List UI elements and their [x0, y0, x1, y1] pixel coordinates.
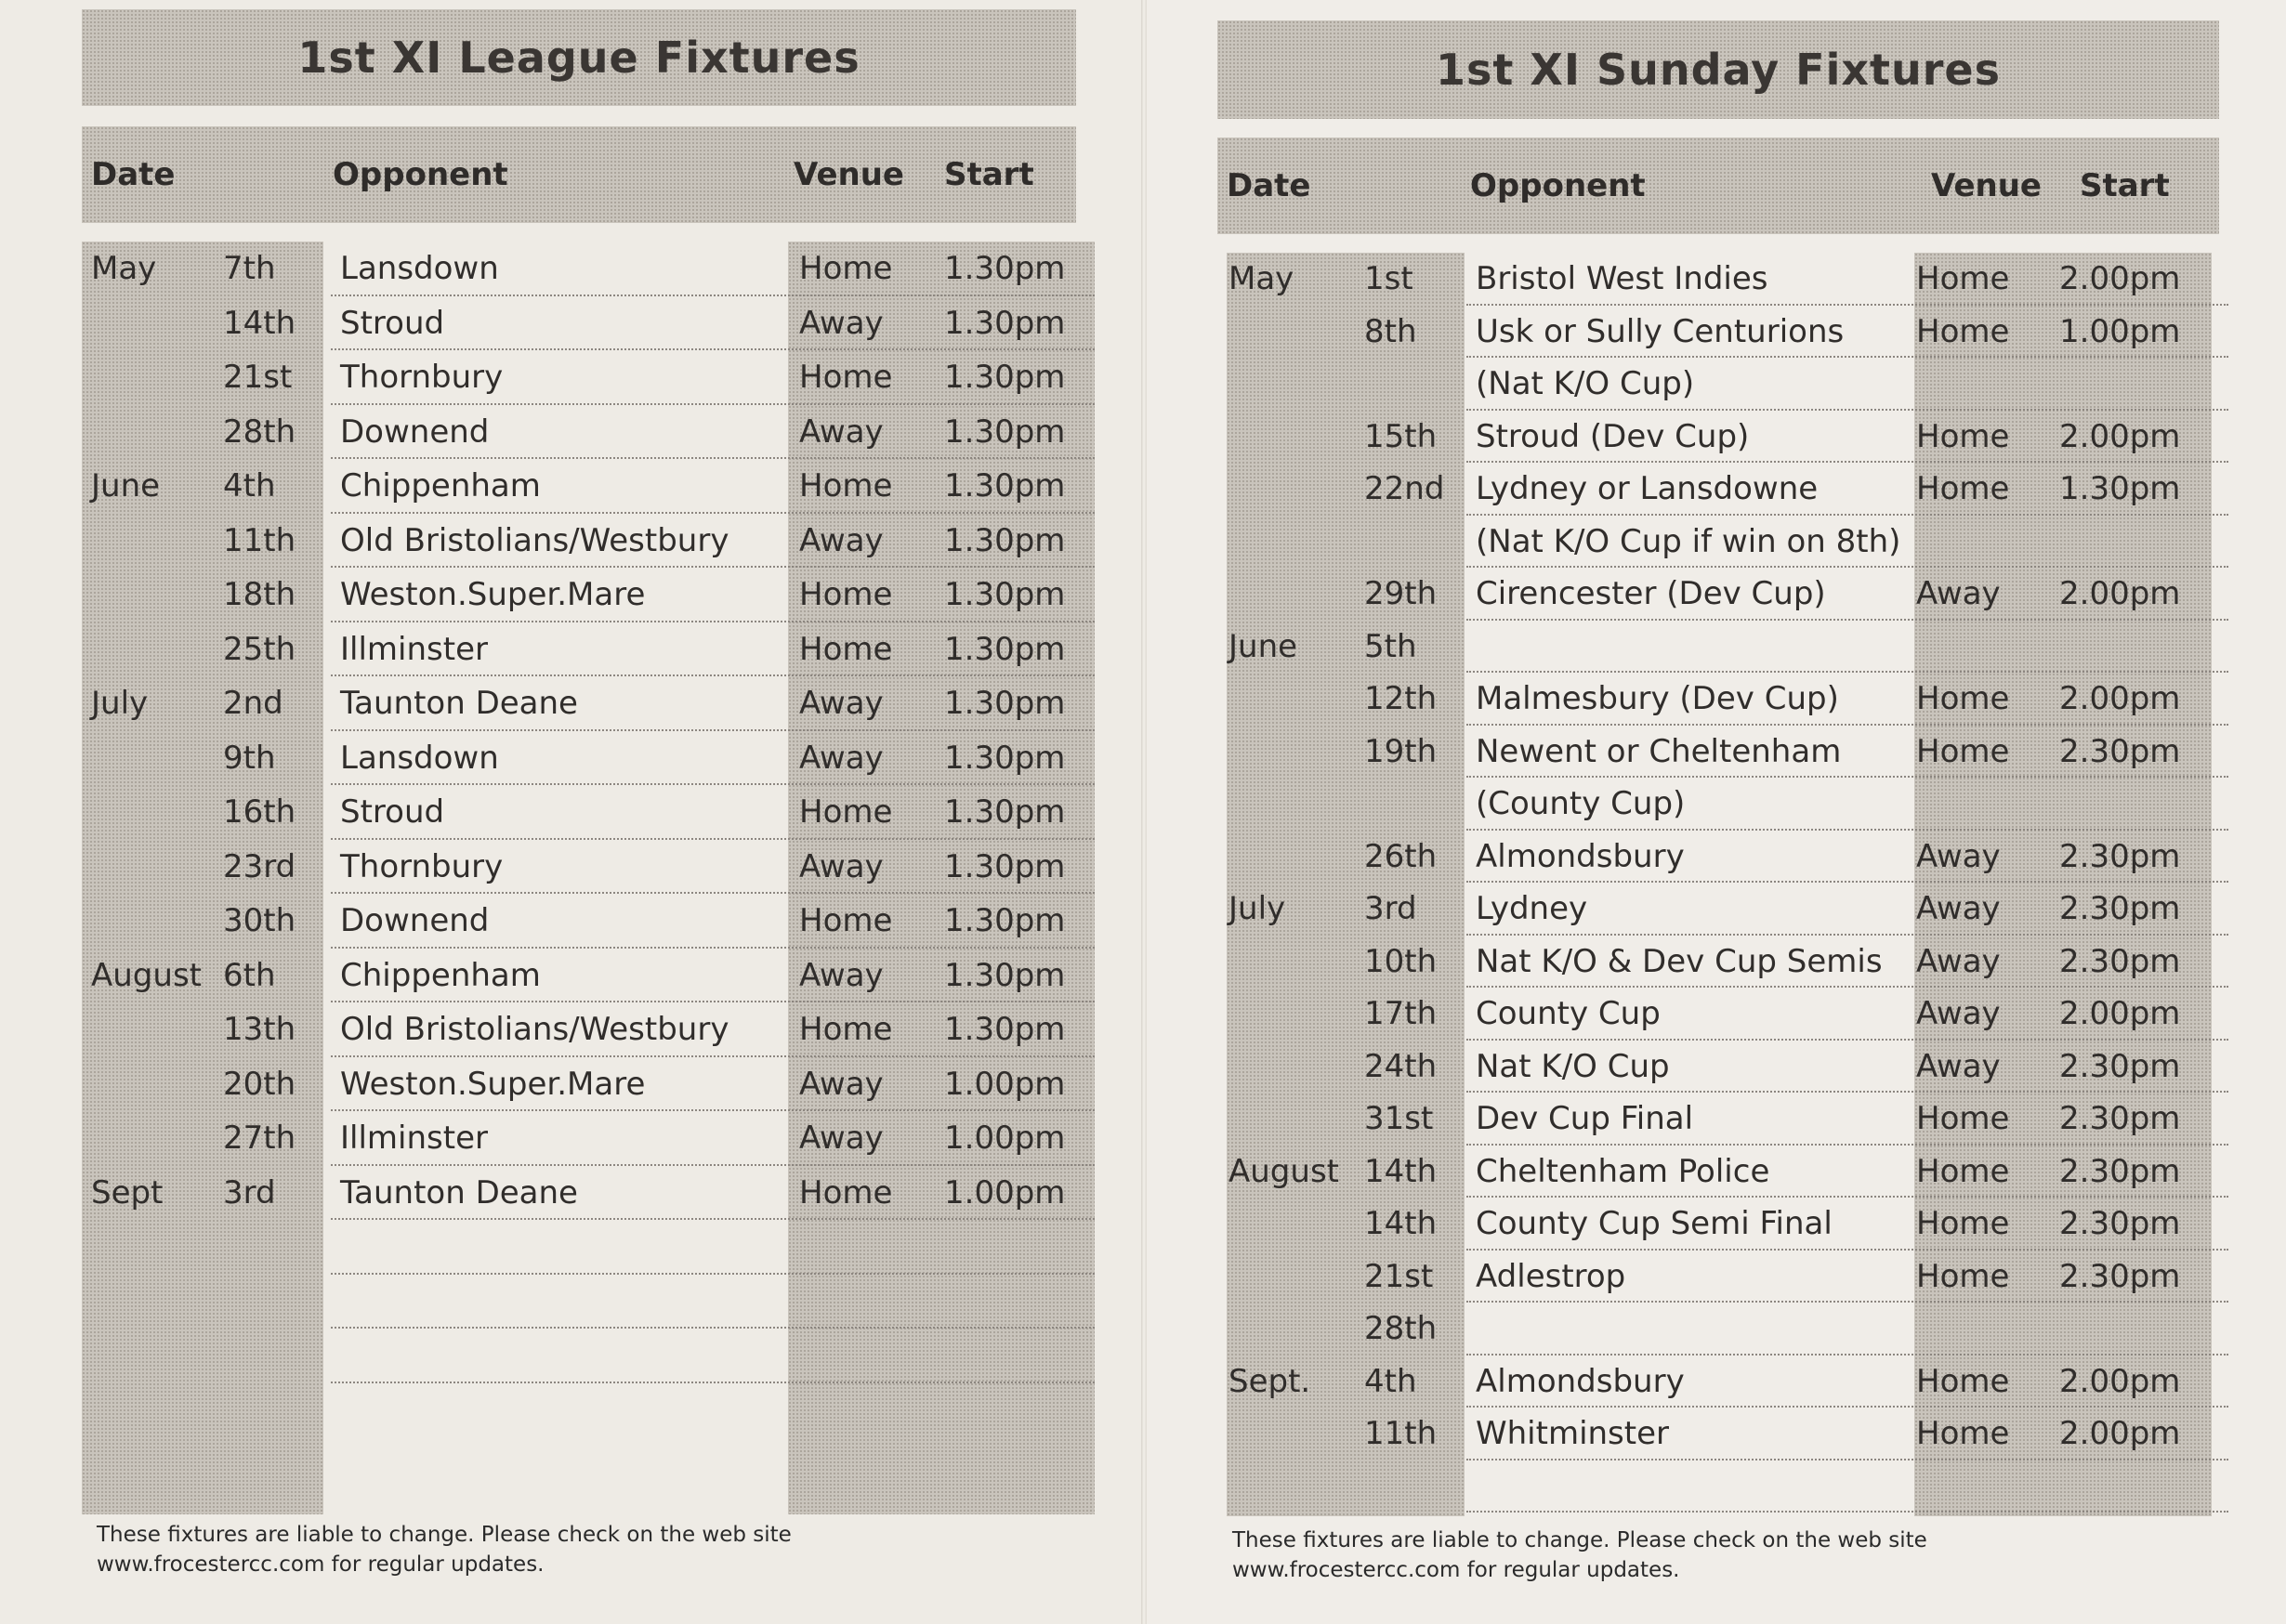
cell-opponent: Old Bristolians/Westbury	[340, 1011, 729, 1049]
cell-day: 14th	[1364, 1205, 1438, 1243]
cell-opponent: Weston.Super.Mare	[340, 576, 646, 614]
cell-month: June	[91, 467, 161, 505]
table-row	[82, 242, 1095, 296]
cell-opponent: Illminster	[340, 1120, 488, 1158]
cell-venue: Away	[1916, 837, 2001, 875]
cell-venue: Home	[799, 467, 893, 505]
table-row	[82, 894, 1095, 949]
cell-venue: Home	[1916, 1362, 2010, 1400]
cell-day: 12th	[1364, 680, 1438, 718]
cell-start: 2.00pm	[2059, 575, 2181, 613]
table-row	[82, 1166, 1095, 1221]
table-row	[82, 840, 1095, 895]
league-title-text: 1st XI League Fixtures	[297, 33, 861, 83]
header-date: Date	[1227, 167, 1311, 204]
league-fixtures-table	[82, 242, 1095, 1514]
cell-month: May	[1228, 260, 1294, 298]
cell-start: 1.30pm	[944, 521, 1066, 559]
cell-opponent: Newent or Cheltenham	[1476, 732, 1842, 770]
table-row	[82, 459, 1095, 514]
cell-day: 20th	[223, 1065, 296, 1103]
cell-opponent: Weston.Super.Mare	[340, 1065, 646, 1103]
cell-opponent: Chippenham	[340, 956, 541, 994]
cell-opponent: Bristol West Indies	[1476, 260, 1768, 298]
cell-start: 2.00pm	[2059, 417, 2181, 455]
table-row	[1227, 1093, 2228, 1146]
table-row	[1227, 1408, 2228, 1460]
cell-venue: Home	[799, 902, 893, 940]
table-row	[82, 622, 1095, 677]
cell-opponent: County Cup Semi Final	[1476, 1205, 1833, 1243]
cell-opponent: Old Bristolians/Westbury	[340, 521, 729, 559]
cell-day: 28th	[1364, 1310, 1438, 1348]
cell-opponent: Nat K/O & Dev Cup Semis	[1476, 942, 1883, 980]
cell-opponent: Downend	[340, 902, 490, 940]
sunday-header-row	[1217, 138, 2219, 234]
header-date: Date	[91, 156, 176, 193]
table-row	[1227, 673, 2228, 726]
footnote-line-2: www.frocestercc.com for regular updates.	[97, 1552, 545, 1577]
cell-start: 1.00pm	[944, 1065, 1066, 1103]
cell-day: 30th	[223, 902, 296, 940]
cell-month: June	[1228, 627, 1298, 665]
cell-start: 1.30pm	[944, 739, 1066, 777]
cell-start: 1.00pm	[2059, 312, 2181, 350]
table-row	[1227, 621, 2228, 674]
cell-start: 2.00pm	[2059, 1362, 2181, 1400]
cell-start: 1.30pm	[944, 902, 1066, 940]
cell-day: 21st	[1364, 1257, 1434, 1295]
sunday-title-text: 1st XI Sunday Fixtures	[1435, 45, 2002, 95]
cell-start: 1.00pm	[944, 1120, 1066, 1158]
table-row	[1227, 568, 2228, 621]
cell-day: 11th	[1364, 1415, 1438, 1453]
header-start: Start	[2080, 167, 2170, 204]
table-row	[82, 949, 1095, 1003]
table-row	[1227, 1146, 2228, 1198]
table-row	[1227, 988, 2228, 1041]
header-venue: Venue	[1931, 167, 2042, 204]
cell-venue: Away	[799, 739, 884, 777]
sunday-footnote	[1232, 1526, 1927, 1585]
table-row	[82, 514, 1095, 569]
cell-opponent: Nat K/O Cup	[1476, 1047, 1670, 1085]
cell-venue: Away	[1916, 890, 2001, 928]
cell-opponent: (Nat K/O Cup if win on 8th)	[1476, 522, 1901, 560]
cell-day: 31st	[1364, 1100, 1434, 1138]
cell-start: 1.30pm	[944, 793, 1066, 832]
cell-day: 10th	[1364, 942, 1438, 980]
table-row	[82, 350, 1095, 405]
cell-day: 6th	[223, 956, 276, 994]
cell-day: 14th	[223, 304, 296, 342]
table-row	[1227, 726, 2228, 779]
cell-venue: Home	[799, 250, 893, 288]
table-row	[1227, 1041, 2228, 1094]
cell-day: 27th	[223, 1120, 296, 1158]
table-row	[1227, 306, 2228, 359]
cell-month: August	[91, 956, 202, 994]
cell-venue: Away	[799, 304, 884, 342]
table-row	[1227, 516, 2228, 569]
cell-day: 3rd	[1364, 890, 1417, 928]
cell-venue: Away	[799, 1065, 884, 1103]
table-row	[82, 405, 1095, 460]
cell-venue: Away	[799, 847, 884, 885]
cell-day: 3rd	[223, 1173, 276, 1211]
cell-day: 28th	[223, 413, 296, 451]
booklet-spine	[1141, 0, 1147, 1624]
footnote-line-1: These fixtures are liable to change. Please check on the web site	[1232, 1528, 1927, 1552]
cell-start: 2.00pm	[2059, 260, 2181, 298]
sunday-title	[1217, 20, 2219, 119]
cell-start: 2.30pm	[2059, 1205, 2181, 1243]
cell-day: 25th	[223, 630, 296, 668]
cell-opponent: County Cup	[1476, 995, 1661, 1033]
cell-start: 1.00pm	[944, 1173, 1066, 1211]
cell-day: 9th	[223, 739, 276, 777]
cell-start: 1.30pm	[944, 630, 1066, 668]
table-row	[1227, 936, 2228, 989]
cell-opponent: Almondsbury	[1476, 1362, 1685, 1400]
cell-start: 2.30pm	[2059, 1047, 2181, 1085]
table-row	[82, 785, 1095, 840]
cell-opponent: Malmesbury (Dev Cup)	[1476, 680, 1839, 718]
cell-day: 1st	[1364, 260, 1413, 298]
cell-venue: Home	[1916, 1257, 2010, 1295]
cell-day: 11th	[223, 521, 296, 559]
league-title	[82, 9, 1076, 106]
table-row	[1227, 253, 2228, 306]
cell-month: July	[91, 685, 149, 723]
footnote-line-1: These fixtures are liable to change. Please check on the web site	[97, 1523, 792, 1547]
cell-opponent: Stroud	[340, 304, 445, 342]
cell-day: 23rd	[223, 847, 296, 885]
cell-opponent: (Nat K/O Cup)	[1476, 365, 1695, 403]
cell-venue: Home	[799, 1173, 893, 1211]
league-header-row	[82, 126, 1076, 223]
table-row	[1227, 778, 2228, 831]
cell-opponent: Downend	[340, 413, 490, 451]
cell-opponent: Adlestrop	[1476, 1257, 1626, 1295]
table-row	[1227, 411, 2228, 464]
footnote-line-2: www.frocestercc.com for regular updates.	[1232, 1558, 1680, 1582]
table-row	[1227, 1251, 2228, 1303]
table-row	[82, 1111, 1095, 1166]
cell-venue: Home	[799, 576, 893, 614]
table-row	[1227, 1303, 2228, 1356]
header-venue: Venue	[794, 156, 904, 193]
table-row	[1227, 1356, 2228, 1408]
table-row	[1227, 883, 2228, 936]
cell-venue: Home	[1916, 1152, 2010, 1190]
cell-start: 1.30pm	[944, 359, 1066, 397]
cell-venue: Home	[799, 359, 893, 397]
table-row	[1227, 831, 2228, 884]
cell-opponent: (County Cup)	[1476, 785, 1686, 823]
cell-opponent: Taunton Deane	[340, 685, 578, 723]
table-row	[82, 731, 1095, 786]
cell-opponent: Cirencester (Dev Cup)	[1476, 575, 1826, 613]
sunday-fixtures-page	[1143, 0, 2286, 1624]
cell-opponent: Lansdown	[340, 739, 499, 777]
table-row	[82, 1057, 1095, 1112]
cell-venue: Home	[799, 1011, 893, 1049]
cell-day: 16th	[223, 793, 296, 832]
table-row	[1227, 358, 2228, 411]
cell-start: 1.30pm	[944, 576, 1066, 614]
cell-start: 2.30pm	[2059, 732, 2181, 770]
cell-venue: Away	[799, 413, 884, 451]
sunday-fixtures-table	[1227, 253, 2228, 1516]
cell-start: 2.30pm	[2059, 1152, 2181, 1190]
cell-day: 19th	[1364, 732, 1438, 770]
cell-start: 1.30pm	[944, 685, 1066, 723]
cell-start: 2.30pm	[2059, 837, 2181, 875]
cell-start: 1.30pm	[944, 847, 1066, 885]
cell-start: 2.00pm	[2059, 680, 2181, 718]
cell-month: July	[1228, 890, 1286, 928]
row-divider	[331, 1382, 1095, 1383]
cell-venue: Home	[1916, 417, 2010, 455]
cell-opponent: Stroud (Dev Cup)	[1476, 417, 1750, 455]
cell-venue: Home	[1916, 1205, 2010, 1243]
cell-opponent: Chippenham	[340, 467, 541, 505]
cell-start: 1.30pm	[944, 304, 1066, 342]
cell-day: 26th	[1364, 837, 1438, 875]
cell-month: May	[91, 250, 157, 288]
table-row	[82, 1002, 1095, 1057]
cell-start: 1.30pm	[944, 467, 1066, 505]
cell-day: 22nd	[1364, 470, 1445, 508]
cell-start: 1.30pm	[944, 413, 1066, 451]
cell-opponent: Cheltenham Police	[1476, 1152, 1770, 1190]
table-row	[82, 676, 1095, 731]
cell-day: 7th	[223, 250, 276, 288]
cell-start: 1.30pm	[944, 1011, 1066, 1049]
cell-day: 2nd	[223, 685, 283, 723]
cell-start: 1.30pm	[944, 250, 1066, 288]
cell-venue: Home	[1916, 1415, 2010, 1453]
cell-day: 4th	[223, 467, 276, 505]
header-start: Start	[944, 156, 1034, 193]
cell-opponent: Lydney or Lansdowne	[1476, 470, 1819, 508]
cell-opponent: Almondsbury	[1476, 837, 1685, 875]
cell-opponent: Whitminster	[1476, 1415, 1670, 1453]
header-opponent: Opponent	[1470, 167, 1646, 204]
table-row	[82, 1329, 1095, 1383]
cell-venue: Home	[799, 630, 893, 668]
cell-day: 17th	[1364, 995, 1438, 1033]
cell-month: Sept	[91, 1173, 164, 1211]
cell-day: 5th	[1364, 627, 1417, 665]
cell-day: 4th	[1364, 1362, 1417, 1400]
cell-venue: Away	[1916, 575, 2001, 613]
cell-start: 1.30pm	[2059, 470, 2181, 508]
cell-opponent: Stroud	[340, 793, 445, 832]
cell-start: 2.00pm	[2059, 1415, 2181, 1453]
table-row	[1227, 1460, 2228, 1513]
cell-day: 29th	[1364, 575, 1438, 613]
cell-venue: Away	[1916, 995, 2001, 1033]
cell-day: 15th	[1364, 417, 1438, 455]
cell-day: 21st	[223, 359, 293, 397]
table-row	[1227, 463, 2228, 516]
table-row	[1227, 1198, 2228, 1251]
table-row	[82, 1275, 1095, 1329]
cell-venue: Home	[1916, 470, 2010, 508]
cell-venue: Home	[1916, 680, 2010, 718]
cell-venue: Home	[1916, 1100, 2010, 1138]
cell-opponent: Dev Cup Final	[1476, 1100, 1694, 1138]
cell-venue: Away	[799, 521, 884, 559]
cell-venue: Away	[799, 685, 884, 723]
header-opponent: Opponent	[333, 156, 508, 193]
cell-day: 13th	[223, 1011, 296, 1049]
row-divider	[1466, 1511, 2228, 1513]
cell-start: 2.30pm	[2059, 1100, 2181, 1138]
cell-day: 24th	[1364, 1047, 1438, 1085]
table-row	[82, 1220, 1095, 1275]
cell-start: 2.30pm	[2059, 1257, 2181, 1295]
cell-opponent: Illminster	[340, 630, 488, 668]
table-row	[82, 568, 1095, 622]
table-row	[82, 296, 1095, 351]
league-footnote	[97, 1520, 792, 1579]
cell-venue: Away	[799, 1120, 884, 1158]
cell-month: Sept.	[1228, 1362, 1311, 1400]
cell-start: 2.30pm	[2059, 890, 2181, 928]
cell-day: 18th	[223, 576, 296, 614]
cell-day: 14th	[1364, 1152, 1438, 1190]
cell-opponent: Lydney	[1476, 890, 1588, 928]
cell-venue: Home	[1916, 260, 2010, 298]
cell-opponent: Lansdown	[340, 250, 499, 288]
cell-venue: Home	[1916, 732, 2010, 770]
cell-opponent: Thornbury	[340, 847, 504, 885]
cell-venue: Away	[1916, 1047, 2001, 1085]
cell-opponent: Thornbury	[340, 359, 504, 397]
cell-venue: Home	[1916, 312, 2010, 350]
cell-start: 2.30pm	[2059, 942, 2181, 980]
cell-venue: Home	[799, 793, 893, 832]
cell-opponent: Usk or Sully Centurions	[1476, 312, 1845, 350]
cell-venue: Away	[799, 956, 884, 994]
cell-day: 8th	[1364, 312, 1417, 350]
cell-start: 1.30pm	[944, 956, 1066, 994]
cell-opponent: Taunton Deane	[340, 1173, 578, 1211]
cell-month: August	[1228, 1152, 1339, 1190]
cell-start: 2.00pm	[2059, 995, 2181, 1033]
cell-venue: Away	[1916, 942, 2001, 980]
